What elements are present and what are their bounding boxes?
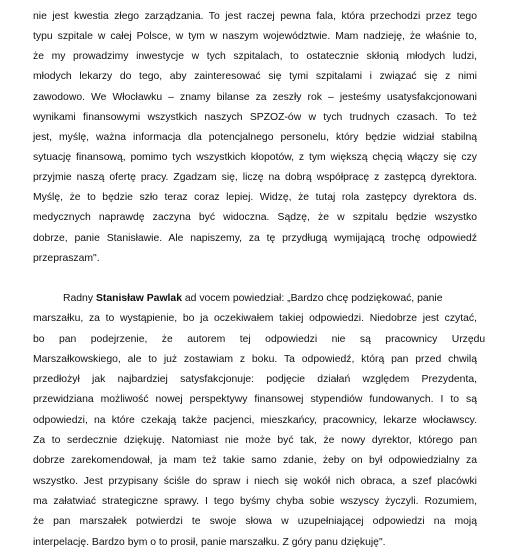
text-line: dobrze zarekomendował, ja mam też takie samo zdanie, żeby on był odpowiedzialny za bbox=[33, 455, 477, 467]
text-line: typu szpitale w całej Polsce, w tym w naszym województwie. Mam nadzieję, że właśnie to, bbox=[33, 31, 477, 43]
text-line: dobrze, panie Stanisławie. Ale napiszemy, za tę przydługą wymijającą trochę odpowiedź bbox=[33, 232, 477, 244]
text-line: przewidziana możliwość nowej perspektywy finansowej stypendiów fundowanych. I to są bbox=[33, 394, 477, 406]
text-line: Marszałkowskiego, ale to już zostawiam z boku. Ta odpowiedź, którą pan przed chwilą bbox=[33, 353, 477, 365]
speaker-name: Stanisław Pawlak bbox=[95, 293, 182, 304]
text-fragment: Radny bbox=[63, 293, 96, 304]
text-line: że pan marszałek potwierdzi te swoje słowa w uzupełniającej odpowiedzi na moją bbox=[33, 516, 477, 528]
text-line: nie jest kwestia złego zarządzania. To jest raczej pewna fala, która przechodzi przez tego bbox=[33, 11, 477, 22]
text-fragment: ad vocem powiedział: „Bardzo chcę podziękować, panie bbox=[182, 293, 443, 304]
text-line: Za to serdecznie dziękuję. Natomiast nie może być tak, że nowy dyrektor, którego pan bbox=[33, 435, 477, 447]
text-line: medycznych naprawdę zaczyna być widoczna. Sądzę, że w szpitalu będzie wszystko bbox=[33, 212, 477, 224]
text-line: ma załatwiać strategiczne sprawy. I tego byśmy chyba sobie wszyscy życzyli. Rozumiem, bbox=[33, 495, 477, 507]
text-line: interpelację. Bardzo bym o to prosił, panie marszałku. Z góry panu dziękuję". bbox=[33, 536, 386, 548]
paragraph-1 bbox=[33, 7, 477, 269]
text-line: przepraszam". bbox=[33, 252, 100, 264]
text-line: Myślę, że to będzie szło teraz coraz lepiej. Widzę, że tutaj rola zastępcy dyrektora ds. bbox=[33, 192, 477, 204]
text-line: młodych lekarzy do tego, aby zainteresować się tymi szpitalami i związać się z nimi bbox=[33, 71, 477, 83]
text-line: odpowiedzi, na które czekają także pacjenci, mieszkańcy, pracownicy, lekarze włocławscy. bbox=[33, 414, 477, 426]
text-line: zawodowo. We Włocławku – znamy bilanse za zeszły rok – jesteśmy usatysfakcjonowani bbox=[33, 91, 477, 103]
text-line: wszystko. Jest przypisany ściśle do spraw i niech się wokół nich obraca, a szef placówki bbox=[33, 475, 477, 487]
text-line: jest, myślę, ważna informacja dla potencjalnego personelu, który będzie widział stabilną bbox=[33, 131, 477, 143]
paragraph-2 bbox=[33, 289, 486, 553]
text-line: przyjmie naszą ofertę pracy. Zgadzam się, liczę na dobrą współpracę z zastępcą dyrektora. bbox=[33, 172, 477, 184]
text-line: przedłożył jak najbardziej satysfakcjonuje: podjęcie działań względem Prezydenta, bbox=[33, 374, 477, 386]
text-line: bo pan podejrzenie, że autorem tej odpowiedzi nie są pracownicy Urzędu bbox=[33, 333, 486, 345]
speaker-line bbox=[33, 289, 477, 309]
text-line: wynikami finansowymi wszystkich naszych SPZOZ-ów w tych trudnych czasach. To też bbox=[33, 111, 477, 123]
text-line: że my prowadzimy inwestycje w tych szpitalach, to ostatecznie skłonią młodych ludzi, bbox=[33, 51, 477, 63]
text-line: marszałku, za to wystąpienie, bo ja oczekiwałem takiej odpowiedzi. Niedobrze jest czytać, bbox=[33, 313, 477, 325]
text-line: sytuację finansową, pomimo tych wszystkich kłopotów, z tym większą chęcią włączy się czy bbox=[33, 151, 477, 163]
